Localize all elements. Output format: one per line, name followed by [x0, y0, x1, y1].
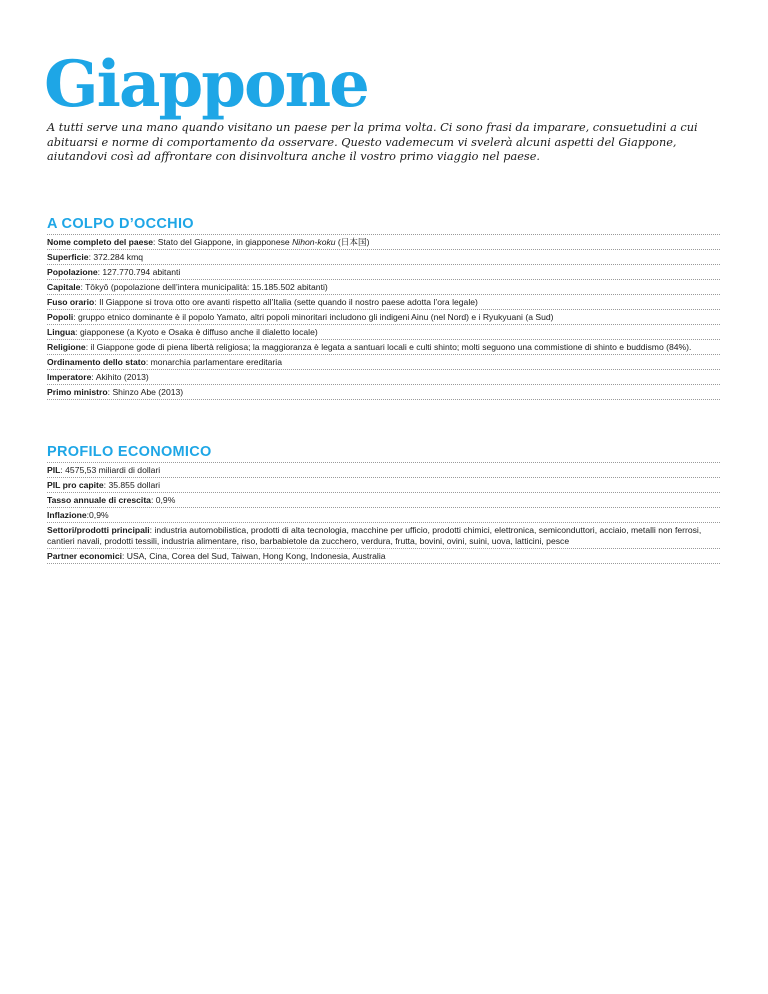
- fact-text: Tōkyō (popolazione dell’intera municipalità: 15.185.502 abitanti): [85, 282, 328, 292]
- fact-sep: :: [75, 327, 80, 337]
- fact-row: [47, 280, 720, 295]
- fact-sep: :: [121, 551, 127, 561]
- fact-text: 35.855 dollari: [108, 480, 161, 490]
- page-title: Giappone: [44, 47, 368, 122]
- fact-label: PIL pro capite: [47, 480, 104, 490]
- fact-row: [47, 325, 720, 340]
- fact-sep: :: [107, 387, 113, 397]
- fact-row: [47, 508, 720, 523]
- fact-text: giapponese (a Kyoto e Osaka è diffuso anche il dialetto locale): [79, 327, 318, 337]
- fact-label: Fuso orario: [47, 297, 95, 307]
- fact-sep: :: [150, 495, 156, 505]
- fact-sep: :: [88, 252, 94, 262]
- fact-label: Popolazione: [47, 267, 98, 277]
- fact-row: [47, 549, 720, 564]
- fact-sep: :: [60, 465, 66, 475]
- fact-row-nome: [47, 235, 720, 250]
- fact-label: Ordinamento dello stato: [47, 357, 146, 367]
- intro-paragraph: A tutti serve una mano quando visitano un paese per la prima volta. Ci sono frasi da imparare, consuetudini a cui abituarsi e norme di comportamento da osservare. Questo vademecum vi svelerà alcuni aspetti del Giappone, aiutandovi così ad affrontare con disinvoltura anche il vostro primo viaggio nel paese.: [47, 121, 698, 163]
- fact-label: Primo ministro: [47, 387, 108, 397]
- fact-row: [47, 463, 720, 478]
- fact-text: industria automobilistica, prodotti di alta tecnologia, macchine per ufficio, prodotti chimici, elettronica, semiconduttori, acciaio, metalli non ferrosi, cantieri navali, prodotti tessili, industria alimentare, riso, barbabietole da zucchero, verdura, frutta, bovini, ovini, suini, uova, latticini, pesce: [47, 525, 702, 546]
- fact-row: [47, 355, 720, 370]
- fact-sep: :: [149, 525, 155, 535]
- fact-row: [47, 523, 720, 549]
- fact-sep: :: [97, 267, 103, 277]
- fact-label: Tasso annuale di crescita: [47, 495, 151, 505]
- fact-sep: :: [73, 312, 79, 322]
- fact-text: (日本国): [335, 237, 370, 247]
- fact-text: : Stato del Giappone, in giapponese: [153, 237, 293, 247]
- fact-row: [47, 265, 720, 280]
- fact-text: Akihito (2013): [95, 372, 149, 382]
- fact-row: [47, 340, 720, 355]
- fact-list: [47, 235, 720, 400]
- fact-text: USA, Cina, Corea del Sud, Taiwan, Hong Kong, Indonesia, Australia: [126, 551, 386, 561]
- section-profilo-economico: [47, 444, 720, 564]
- fact-label: Settori/prodotti principali: [47, 525, 150, 535]
- section-heading: PROFILO ECONOMICO: [47, 444, 720, 463]
- fact-sep: :: [94, 297, 100, 307]
- fact-label: Lingua: [47, 327, 76, 337]
- fact-text: Shinzo Abe (2013): [112, 387, 184, 397]
- fact-text: monarchia parlamentare ereditaria: [150, 357, 282, 367]
- fact-text: 0,9%: [155, 495, 176, 505]
- fact-row: [47, 295, 720, 310]
- fact-label: Partner economici: [47, 551, 122, 561]
- fact-text: gruppo etnico dominante è il popolo Yamato, altri popoli minoritari includono gli indigeni Ainu (nel Nord) e i Ryukyuani (a Sud): [78, 312, 554, 322]
- fact-text: 127.770.794 abitanti: [102, 267, 181, 277]
- fact-row: [47, 370, 720, 385]
- fact-label: Religione: [47, 342, 86, 352]
- fact-label: Nome completo del paese: [47, 237, 154, 247]
- fact-label: Capitale: [47, 282, 81, 292]
- fact-label: Popoli: [47, 312, 74, 322]
- fact-italic: Nihon-koku: [292, 237, 336, 247]
- fact-sep: :: [145, 357, 151, 367]
- fact-row: [47, 493, 720, 508]
- fact-text: 372.284 kmq: [93, 252, 144, 262]
- fact-sep: :: [85, 342, 91, 352]
- fact-text: 0,9%: [89, 510, 109, 520]
- fact-sep: :: [80, 282, 86, 292]
- fact-sep: :: [86, 510, 90, 520]
- fact-sep: :: [103, 480, 109, 490]
- fact-list: [47, 463, 720, 564]
- fact-sep: :: [91, 372, 96, 382]
- fact-row: [47, 385, 720, 400]
- fact-label: Imperatore: [47, 372, 92, 382]
- fact-row: [47, 250, 720, 265]
- fact-label: PIL: [47, 465, 61, 475]
- fact-row: [47, 310, 720, 325]
- section-heading: A COLPO D’OCCHIO: [47, 216, 720, 235]
- fact-text: Il Giappone si trova otto ore avanti rispetto all’Italia (sette quando il nostro paese adotta l’ora legale): [99, 297, 478, 307]
- section-colpo-occhio: [47, 216, 720, 400]
- fact-label: Inflazione: [47, 510, 87, 520]
- fact-text: il Giappone gode di piena libertà religiosa; la maggioranza è legata a santuari locali e culti shinto; molti seguono una commistione di shinto e buddismo (84%).: [90, 342, 692, 352]
- fact-label: Superficie: [47, 252, 89, 262]
- fact-text: 4575,53 miliardi di dollari: [65, 465, 161, 475]
- fact-row: [47, 478, 720, 493]
